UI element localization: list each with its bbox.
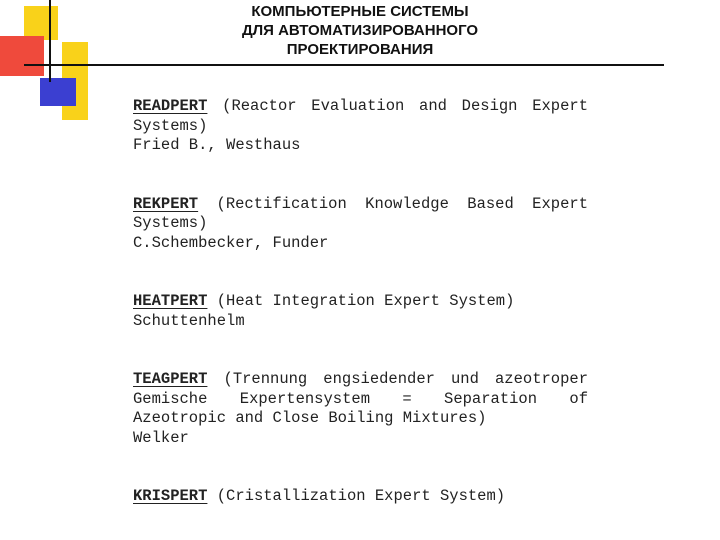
decor-square-blue xyxy=(40,78,76,106)
list-item-krispert xyxy=(133,487,588,507)
decor-square-yellow-top xyxy=(24,6,58,40)
decor-horizontal-line xyxy=(24,64,664,66)
slide-title xyxy=(150,2,570,59)
entry-name: TEAGPERT xyxy=(133,370,208,388)
entry-name: HEATPERT xyxy=(133,292,208,310)
list-item-readpert xyxy=(133,97,588,156)
expert-system-list xyxy=(133,97,588,507)
entry-description: (Heat Integration Expert System) xyxy=(216,292,515,310)
slide-title-line-2: ДЛЯ АВТОМАТИЗИРОВАННОГО xyxy=(241,22,479,39)
entry-description: (Reactor Evaluation and Design Expert Systems) xyxy=(133,97,588,135)
entry-name: KRISPERT xyxy=(133,487,208,505)
entry-name: READPERT xyxy=(133,97,208,115)
list-item-teagpert xyxy=(133,370,588,448)
slide-title-line-3: ПРОЕКТИРОВАНИЯ xyxy=(286,41,434,58)
entry-name: REKPERT xyxy=(133,194,199,213)
entry-description: (Trennung engsiedender und azeotroper Gemische Expertensystem = Separation of Azeotropic and Close Boiling Mixtures) xyxy=(133,370,589,427)
entry-authors: Schuttenhelm xyxy=(133,311,245,330)
entry-description: (Rectification Knowledge Based Expert Systems) xyxy=(133,194,588,232)
decor-square-red xyxy=(0,36,44,76)
entry-authors: C.Schembecker, Funder xyxy=(133,233,329,252)
entry-authors: Welker xyxy=(133,428,189,447)
entry-authors: Fried B., Westhaus xyxy=(133,136,301,154)
slide-title-line-1: КОМПЬЮТЕРНЫЕ СИСТЕМЫ xyxy=(251,3,469,20)
list-item-rekpert xyxy=(133,195,588,254)
decor-vertical-line xyxy=(49,0,51,82)
entry-description: (Cristallization Expert System) xyxy=(216,487,506,505)
list-item-heatpert xyxy=(133,292,588,331)
